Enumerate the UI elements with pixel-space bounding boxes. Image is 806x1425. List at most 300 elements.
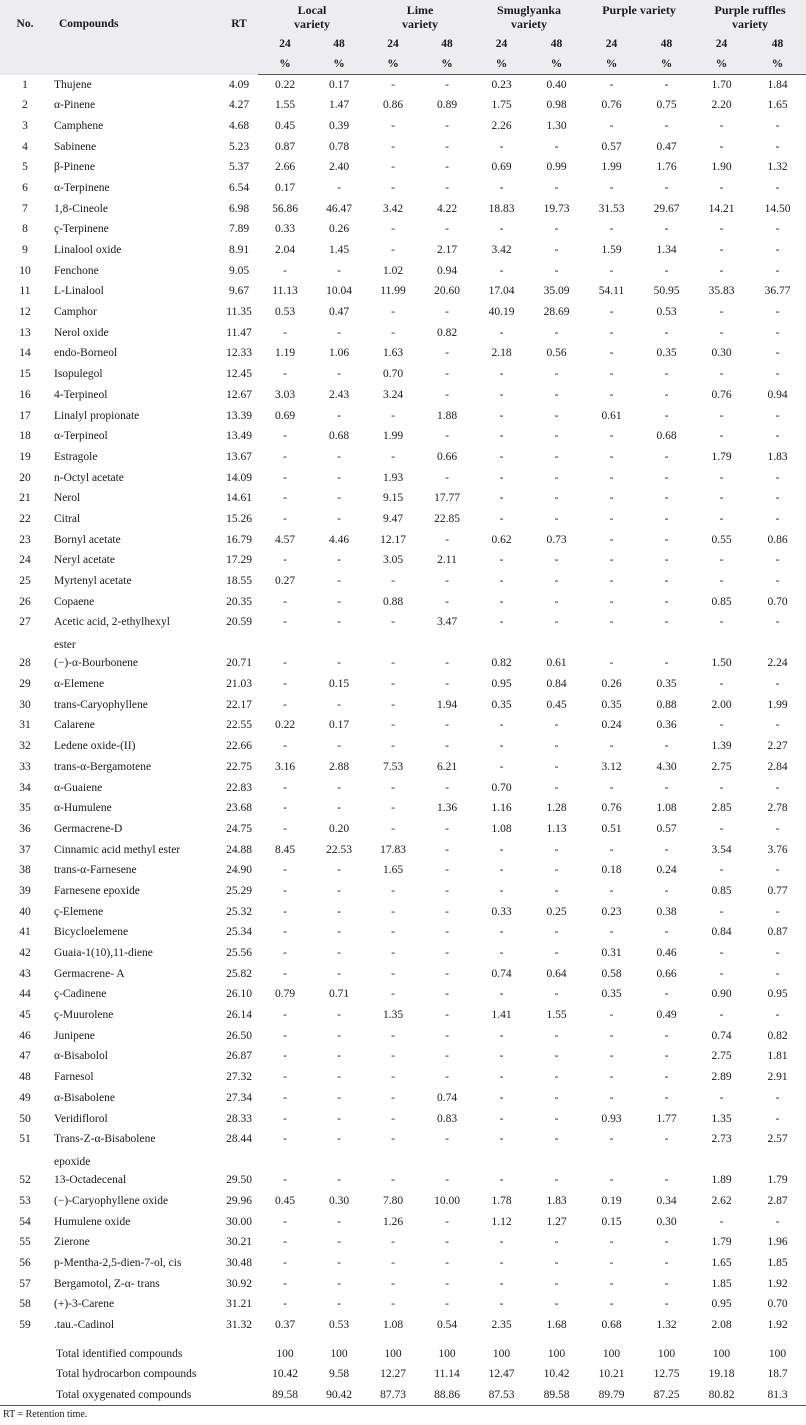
percent-value: 1.89 [711, 1174, 732, 1187]
percent-value: 20.60 [434, 285, 460, 298]
percent-value: - [554, 181, 559, 194]
percent-value: - [609, 306, 614, 319]
percent-value: - [609, 533, 614, 546]
percent-value: - [499, 1256, 504, 1269]
percent-value: 11.13 [272, 285, 298, 298]
retention-time: 7.89 [228, 223, 250, 236]
percent-value: 0.84 [546, 678, 567, 691]
totals-label: Total hydrocarbon compounds [56, 1368, 197, 1381]
totals-row [0, 1344, 806, 1365]
table-row [0, 840, 806, 861]
compound-name-line: Germacrene-D [54, 822, 123, 835]
retention-time: 18.55 [226, 575, 252, 587]
retention-time: 25.34 [226, 926, 252, 939]
percent-value: - [609, 1277, 614, 1290]
header-rt: RT [220, 0, 258, 75]
percent-value: - [609, 843, 614, 856]
percent-value: - [283, 368, 287, 381]
percent-value: - [609, 1133, 614, 1146]
percent-value: - [554, 595, 559, 608]
compound-name-line: .tau.-Cadinol [54, 1319, 115, 1331]
percent-value: 1.96 [767, 1236, 788, 1249]
compound-name-line: ç-Terpinene [54, 223, 109, 236]
compound-name [50, 674, 220, 695]
retention-time: 4.09 [228, 78, 250, 91]
percent-value: 0.74 [491, 967, 512, 980]
percent-value: 1.16 [491, 802, 512, 815]
percent-value: - [283, 450, 287, 463]
percent-value: - [337, 1071, 341, 1084]
percent-value: - [609, 388, 614, 401]
percent-value: - [664, 1050, 669, 1063]
row-number: 57 [19, 1277, 31, 1290]
percent-value: - [554, 450, 559, 463]
table-row [0, 860, 806, 881]
compound-name-line: Farnesene epoxide [54, 884, 140, 897]
percent-value: - [283, 471, 287, 484]
percent-value: - [554, 492, 559, 505]
row-number: 11 [19, 285, 31, 298]
percent-value: - [609, 264, 614, 277]
percent-value: - [337, 657, 341, 670]
row-number: 18 [19, 430, 31, 443]
percent-value: - [499, 223, 504, 236]
compound-name-line: Farnesol [54, 1071, 94, 1084]
percent-value: - [337, 1215, 341, 1228]
table-row [0, 178, 806, 199]
table-row [0, 447, 806, 468]
table-row [0, 509, 806, 530]
percent-value: 1.08 [656, 802, 677, 815]
table-row [0, 653, 806, 674]
percent-value: - [554, 1174, 559, 1187]
percent-value: 0.89 [436, 99, 458, 112]
totals-value: 18.7 [767, 1368, 788, 1381]
percent-value: - [337, 926, 341, 939]
percent-value: - [445, 223, 449, 236]
row-number: 25 [19, 575, 31, 587]
percent-value: 1.32 [656, 1319, 677, 1331]
retention-time: 24.88 [226, 843, 252, 856]
percent-value: - [337, 1298, 341, 1311]
compound-name [50, 1253, 220, 1274]
percent-value: 0.70 [382, 368, 404, 381]
header-unit: % [584, 54, 639, 75]
percent-value: - [499, 1174, 504, 1187]
percent-value: 2.84 [767, 760, 788, 773]
compound-name-line: epoxide [54, 1156, 91, 1169]
percent-value: - [283, 326, 287, 339]
row-number: 17 [19, 409, 31, 422]
row-number: 12 [19, 306, 31, 319]
percent-value: 1.81 [767, 1050, 788, 1063]
percent-value: - [445, 1277, 449, 1290]
percent-value: - [554, 1256, 559, 1269]
percent-value: - [283, 884, 287, 897]
percent-value: - [775, 719, 780, 732]
header-variety [258, 0, 366, 34]
percent-value: - [664, 533, 669, 546]
compound-name-line: α-Humulene [54, 802, 112, 815]
percent-value: 4.22 [436, 202, 458, 215]
percent-value: 0.54 [436, 1319, 458, 1331]
percent-value: 0.35 [601, 988, 622, 1001]
percent-value: - [719, 864, 724, 877]
percent-value: - [664, 1133, 669, 1146]
percent-value: - [719, 264, 724, 277]
percent-value: - [499, 1236, 504, 1249]
percent-value: - [337, 1050, 341, 1063]
retention-time: 31.32 [226, 1319, 252, 1331]
compound-name-line: trans-α-Bergamotene [54, 760, 152, 773]
compound-name-line: Linalyl propionate [54, 409, 140, 422]
table-row [0, 612, 806, 653]
percent-value: 1.28 [546, 802, 567, 815]
compound-name-line: α-Elemene [54, 678, 105, 691]
row-number: 3 [22, 119, 28, 132]
percent-value: - [719, 616, 724, 629]
percent-value: 0.35 [656, 678, 677, 691]
percent-value: 0.58 [601, 967, 622, 980]
compound-name-line: Linalool oxide [54, 244, 122, 256]
percent-value: 1.94 [436, 698, 458, 711]
compound-name [50, 840, 220, 861]
percent-value: - [554, 1277, 559, 1290]
row-number: 34 [19, 781, 31, 794]
percent-value: - [664, 988, 669, 1001]
compound-name [50, 219, 220, 240]
percent-value: 1.36 [436, 802, 458, 815]
row-number: 2 [22, 99, 28, 112]
retention-time: 26.10 [226, 988, 252, 1001]
percent-value: - [609, 926, 614, 939]
header-no: No. [0, 0, 50, 75]
percent-value: 1.08 [491, 822, 512, 835]
percent-value: 28.69 [543, 306, 570, 319]
percent-value: - [445, 368, 449, 381]
header-hours: 24 [474, 34, 529, 54]
percent-value: - [283, 926, 287, 939]
compound-name [50, 137, 220, 158]
percent-value: - [664, 79, 669, 91]
percent-value: - [609, 575, 614, 587]
percent-value: 0.94 [767, 388, 788, 401]
retention-time: 23.68 [226, 802, 252, 815]
percent-value: - [499, 575, 504, 587]
percent-value: - [391, 1256, 395, 1269]
percent-value: 1.13 [546, 822, 567, 835]
table-row [0, 1026, 806, 1047]
table-row [0, 1232, 806, 1253]
percent-value: - [391, 306, 395, 319]
percent-value: 1.02 [382, 264, 404, 277]
percent-value: - [283, 264, 287, 277]
percent-value: - [499, 843, 504, 856]
header-unit: % [529, 54, 584, 75]
percent-value: - [445, 740, 449, 753]
percent-value: 3.54 [711, 843, 732, 856]
percent-value: - [775, 347, 780, 360]
percent-value: 14.50 [764, 202, 791, 215]
percent-value: - [283, 1236, 287, 1249]
compound-name [50, 240, 220, 261]
compound-name-line: Thujene [54, 78, 92, 91]
percent-value: - [283, 1133, 287, 1146]
retention-time: 12.67 [226, 388, 252, 401]
percent-value: - [445, 140, 449, 153]
percent-value: - [283, 967, 287, 980]
percent-value: 0.88 [382, 595, 404, 608]
percent-value: - [445, 967, 449, 980]
totals-value: 100 [438, 1347, 456, 1360]
compound-name-line: ç-Cadinene [54, 988, 107, 1001]
percent-value: 22.85 [434, 512, 460, 525]
percent-value: 1.12 [491, 1215, 512, 1228]
retention-time: 11.35 [226, 306, 252, 319]
percent-value: 17.77 [434, 492, 460, 505]
retention-time: 5.23 [228, 140, 250, 153]
percent-value: 1.34 [656, 244, 677, 256]
table-row [0, 798, 806, 819]
percent-value: 0.23 [491, 79, 512, 91]
compound-name [50, 426, 220, 447]
percent-value: - [775, 244, 780, 256]
header-variety [366, 0, 474, 34]
percent-value: - [609, 181, 614, 194]
variety-name-line: Smuglyanka [497, 3, 562, 17]
percent-value: - [554, 1298, 559, 1311]
percent-value: - [719, 678, 724, 691]
percent-value: - [775, 781, 780, 794]
percent-value: - [391, 1133, 395, 1146]
table-row [0, 199, 806, 220]
percent-value: 0.33 [274, 223, 296, 236]
percent-value: - [499, 1133, 504, 1146]
percent-value: 0.74 [436, 1091, 458, 1104]
percent-value: 12.17 [380, 533, 406, 546]
percent-value: 0.39 [328, 119, 350, 132]
percent-value: 3.42 [382, 202, 404, 215]
retention-time: 11.47 [226, 326, 252, 339]
percent-value: - [445, 822, 449, 835]
percent-value: - [445, 306, 449, 319]
compound-name [50, 612, 220, 653]
percent-value: - [391, 1298, 395, 1311]
compound-name [50, 592, 220, 613]
percent-value: - [391, 988, 395, 1001]
percent-value: - [664, 1298, 669, 1311]
percent-value: 1.08 [382, 1319, 404, 1331]
compound-name [50, 1170, 220, 1191]
percent-value: - [445, 657, 449, 670]
percent-value: - [719, 492, 724, 505]
percent-value: - [445, 1236, 449, 1249]
row-number: 22 [19, 512, 31, 525]
percent-value: 0.69 [491, 161, 512, 174]
percent-value: - [609, 119, 614, 132]
retention-time: 22.55 [226, 719, 252, 732]
percent-value: - [445, 1256, 449, 1269]
compound-name [50, 364, 220, 385]
compound-name [50, 406, 220, 427]
percent-value: - [337, 264, 341, 277]
retention-time: 26.50 [226, 1029, 252, 1042]
percent-value: 1.78 [491, 1194, 512, 1207]
percent-value: 2.78 [767, 802, 788, 815]
percent-value: - [664, 1236, 669, 1249]
percent-value: 0.99 [546, 161, 567, 174]
percent-value: 1.85 [711, 1277, 732, 1290]
compound-name [50, 1005, 220, 1026]
percent-value: - [554, 264, 559, 277]
percent-value: 4.30 [656, 760, 677, 773]
retention-time: 25.32 [226, 905, 252, 918]
table-row [0, 736, 806, 757]
percent-value: - [719, 140, 724, 153]
percent-value: 1.55 [546, 1009, 567, 1022]
percent-value: 0.57 [601, 140, 622, 153]
percent-value: 0.77 [767, 884, 788, 897]
retention-time: 17.29 [226, 554, 252, 567]
percent-value: 0.73 [546, 533, 567, 546]
percent-value: 0.24 [656, 864, 677, 877]
retention-time: 9.05 [228, 264, 250, 277]
percent-value: 0.66 [436, 450, 458, 463]
compound-name-line: Cinnamic acid methyl ester [54, 843, 181, 856]
percent-value: 2.24 [767, 657, 788, 670]
row-number: 35 [19, 802, 31, 815]
retention-time: 30.92 [226, 1277, 252, 1290]
table-row [0, 1253, 806, 1274]
retention-time: 12.45 [226, 368, 252, 381]
percent-value: - [283, 554, 287, 567]
percent-value: 0.15 [328, 678, 350, 691]
retention-time: 22.75 [226, 760, 252, 773]
percent-value: - [499, 884, 504, 897]
percent-value: - [554, 512, 559, 525]
percent-value: - [445, 947, 449, 959]
row-number: 31 [19, 719, 31, 732]
percent-value: - [445, 1029, 449, 1042]
percent-value: - [554, 947, 559, 959]
header-unit: % [258, 54, 312, 75]
percent-value: 1.92 [767, 1319, 788, 1331]
table-row [0, 571, 806, 592]
percent-value: - [499, 512, 504, 525]
percent-value: - [445, 1009, 449, 1022]
percent-value: - [337, 905, 341, 918]
table-row [0, 1067, 806, 1088]
percent-value: - [719, 1091, 724, 1104]
percent-value: 1.99 [767, 698, 788, 711]
percent-value: - [283, 492, 287, 505]
row-number: 5 [22, 161, 28, 174]
percent-value: 2.75 [711, 1050, 732, 1063]
retention-time: 14.09 [226, 471, 252, 484]
percent-value: 2.00 [711, 698, 732, 711]
percent-value: - [775, 264, 780, 277]
percent-value: - [775, 554, 780, 567]
retention-time: 31.21 [226, 1298, 252, 1311]
percent-value: 0.19 [601, 1194, 622, 1207]
percent-value: - [391, 947, 395, 959]
percent-value: 0.93 [601, 1112, 622, 1125]
percent-value: - [775, 409, 780, 422]
compound-name-line: Bicycloelemene [54, 926, 129, 939]
header-hours: 48 [749, 34, 806, 54]
percent-value: 0.74 [711, 1029, 732, 1042]
percent-value: - [445, 533, 449, 546]
percent-value: - [775, 1215, 780, 1228]
percent-value: - [283, 657, 287, 670]
table-row [0, 1274, 806, 1295]
percent-value: 22.53 [326, 843, 352, 856]
percent-value: - [554, 1133, 559, 1146]
percent-value: 1.19 [274, 347, 296, 360]
header-unit: % [639, 54, 694, 75]
percent-value: 18.83 [488, 202, 515, 215]
compound-name-line: α-Bisabolene [54, 1091, 115, 1104]
percent-value: 1.55 [274, 99, 296, 112]
percent-value: - [664, 368, 669, 381]
percent-value: 2.18 [491, 347, 512, 360]
percent-value: 0.47 [328, 306, 350, 319]
percent-value: - [775, 326, 780, 339]
percent-value: - [609, 595, 614, 608]
compound-name [50, 881, 220, 902]
retention-time: 25.82 [226, 967, 252, 980]
percent-value: - [554, 388, 559, 401]
percent-value: - [609, 884, 614, 897]
percent-value: - [283, 1091, 287, 1104]
row-number: 42 [19, 947, 31, 959]
compound-name-line: α-Guaiene [54, 781, 103, 794]
table-row [0, 240, 806, 261]
percent-value: 0.30 [656, 1215, 677, 1228]
compound-name [50, 261, 220, 282]
percent-value: 0.37 [274, 1319, 296, 1331]
percent-value: - [283, 1277, 287, 1290]
percent-value: - [283, 1256, 287, 1269]
compound-name [50, 302, 220, 323]
percent-value: - [391, 884, 395, 897]
compound-name-line: Calarene [54, 719, 95, 732]
percent-value: - [337, 1091, 341, 1104]
header-unit: % [694, 54, 749, 75]
percent-value: - [391, 616, 395, 629]
row-number: 38 [19, 864, 31, 877]
header-variety [474, 0, 584, 34]
percent-value: - [554, 140, 559, 153]
percent-value: - [391, 161, 395, 174]
percent-value: - [609, 1050, 614, 1063]
retention-time: 15.26 [226, 512, 252, 525]
compound-name [50, 715, 220, 736]
compound-name-line: Bergamotol, Z-α- trans [54, 1277, 160, 1290]
compound-name [50, 468, 220, 489]
percent-value: 0.68 [656, 430, 677, 443]
totals-value: 100 [712, 1347, 731, 1360]
percent-value: - [554, 368, 559, 381]
compound-name-line: α-Terpinene [54, 181, 110, 194]
retention-time: 16.79 [226, 533, 252, 546]
row-number: 19 [19, 450, 31, 463]
percent-value: - [391, 119, 395, 132]
variety-name-line: variety [402, 17, 439, 31]
percent-value: - [664, 388, 669, 401]
percent-value: - [283, 864, 287, 877]
percent-value: - [664, 657, 669, 670]
